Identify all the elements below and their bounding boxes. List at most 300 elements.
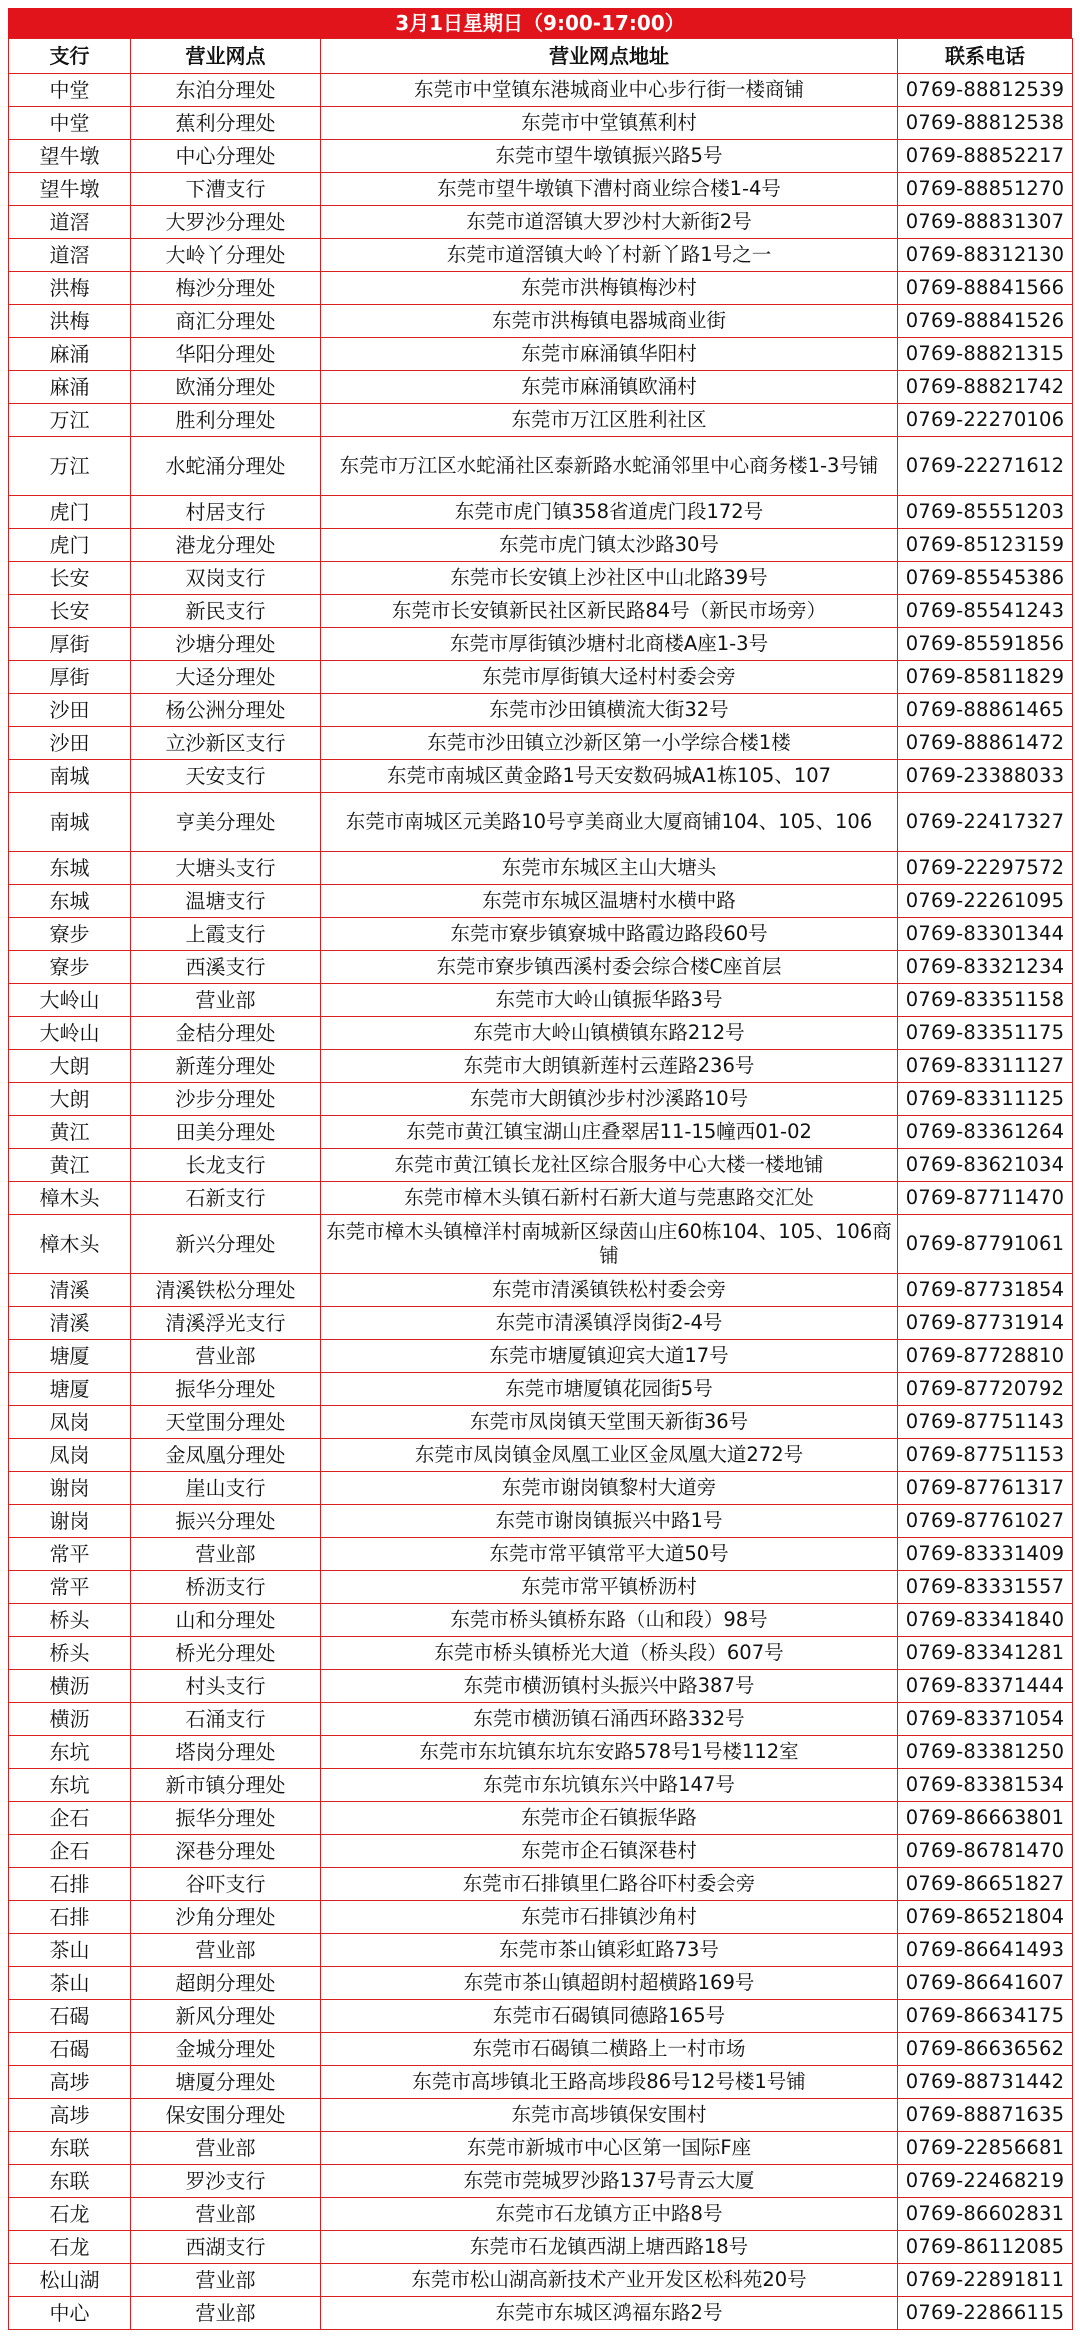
- table-header-row: [9, 39, 1073, 74]
- cell-outlet: 长龙支行: [131, 1149, 321, 1182]
- cell-address: 东莞市大朗镇沙步村沙溪路10号: [321, 1083, 898, 1116]
- cell-branch: 凤岗: [9, 1439, 131, 1472]
- cell-phone: 0769-23388033: [898, 760, 1073, 793]
- table-row: [9, 760, 1073, 793]
- cell-address: 东莞市大岭山镇横镇东路212号: [321, 1017, 898, 1050]
- cell-phone: 0769-83371054: [898, 1703, 1073, 1736]
- cell-phone: 0769-88851270: [898, 173, 1073, 206]
- cell-phone: 0769-22891811: [898, 2264, 1073, 2297]
- cell-phone: 0769-86602831: [898, 2198, 1073, 2231]
- cell-address: 东莞市企石镇深巷村: [321, 1835, 898, 1868]
- cell-branch: 石龙: [9, 2198, 131, 2231]
- cell-address: 东莞市沙田镇立沙新区第一小学综合楼1楼: [321, 727, 898, 760]
- cell-outlet: 大岭丫分理处: [131, 239, 321, 272]
- cell-branch: 横沥: [9, 1703, 131, 1736]
- table-row: [9, 404, 1073, 437]
- cell-branch: 沙田: [9, 694, 131, 727]
- table-row: [9, 2297, 1073, 2330]
- table-row: [9, 918, 1073, 951]
- cell-outlet: 大迳分理处: [131, 661, 321, 694]
- table-row: [9, 206, 1073, 239]
- cell-phone: 0769-83311125: [898, 1083, 1073, 1116]
- table-row: [9, 529, 1073, 562]
- cell-outlet: 温塘支行: [131, 885, 321, 918]
- cell-outlet: 立沙新区支行: [131, 727, 321, 760]
- cell-branch: 长安: [9, 595, 131, 628]
- cell-phone: 0769-87761317: [898, 1472, 1073, 1505]
- table-row: [9, 1017, 1073, 1050]
- cell-address: 东莞市道滘镇大岭丫村新丫路1号之一: [321, 239, 898, 272]
- table-row: [9, 2165, 1073, 2198]
- table-row: [9, 951, 1073, 984]
- cell-branch: 长安: [9, 562, 131, 595]
- cell-address: 东莞市谢岗镇振兴中路1号: [321, 1505, 898, 1538]
- table-row: [9, 885, 1073, 918]
- cell-branch: 东联: [9, 2165, 131, 2198]
- table-row: [9, 496, 1073, 529]
- cell-branch: 高埗: [9, 2066, 131, 2099]
- cell-outlet: 中心分理处: [131, 140, 321, 173]
- cell-phone: 0769-88731442: [898, 2066, 1073, 2099]
- table-row: [9, 1505, 1073, 1538]
- header-outlet: 营业网点: [131, 39, 321, 74]
- cell-branch: 东坑: [9, 1769, 131, 1802]
- cell-outlet: 振华分理处: [131, 1802, 321, 1835]
- cell-address: 东莞市凤岗镇天堂围天新街36号: [321, 1406, 898, 1439]
- cell-address: 东莞市大朗镇新莲村云莲路236号: [321, 1050, 898, 1083]
- cell-outlet: 下漕支行: [131, 173, 321, 206]
- cell-branch: 樟木头: [9, 1182, 131, 1215]
- table-row: [9, 984, 1073, 1017]
- cell-address: 东莞市中堂镇蕉利村: [321, 107, 898, 140]
- cell-outlet: 商汇分理处: [131, 305, 321, 338]
- header-address: 营业网点地址: [321, 39, 898, 74]
- cell-outlet: 超朗分理处: [131, 1967, 321, 2000]
- table-row: [9, 239, 1073, 272]
- cell-branch: 常平: [9, 1571, 131, 1604]
- table-row: [9, 2066, 1073, 2099]
- cell-phone: 0769-86641493: [898, 1934, 1073, 1967]
- cell-branch: 茶山: [9, 1967, 131, 2000]
- cell-outlet: 欧涌分理处: [131, 371, 321, 404]
- table-row: [9, 1802, 1073, 1835]
- cell-phone: 0769-88852217: [898, 140, 1073, 173]
- cell-branch: 厚街: [9, 628, 131, 661]
- page-title: 3月1日星期日（9:00-17:00）: [8, 8, 1072, 38]
- table-row: [9, 437, 1073, 496]
- cell-branch: 横沥: [9, 1670, 131, 1703]
- cell-outlet: 罗沙支行: [131, 2165, 321, 2198]
- cell-outlet: 清溪浮光支行: [131, 1307, 321, 1340]
- cell-phone: 0769-87720792: [898, 1373, 1073, 1406]
- cell-branch: 中心: [9, 2297, 131, 2330]
- cell-branch: 清溪: [9, 1307, 131, 1340]
- cell-outlet: 华阳分理处: [131, 338, 321, 371]
- cell-address: 东莞市石排镇沙角村: [321, 1901, 898, 1934]
- cell-address: 东莞市东坑镇东坑东安路578号1号楼112室: [321, 1736, 898, 1769]
- cell-branch: 中堂: [9, 107, 131, 140]
- table-row: [9, 1182, 1073, 1215]
- cell-phone: 0769-22271612: [898, 437, 1073, 496]
- cell-address: 东莞市企石镇振华路: [321, 1802, 898, 1835]
- cell-phone: 0769-83351158: [898, 984, 1073, 1017]
- cell-branch: 洪梅: [9, 272, 131, 305]
- cell-branch: 石排: [9, 1901, 131, 1934]
- cell-outlet: 田美分理处: [131, 1116, 321, 1149]
- cell-phone: 0769-88841526: [898, 305, 1073, 338]
- cell-address: 东莞市麻涌镇欧涌村: [321, 371, 898, 404]
- cell-address: 东莞市虎门镇358省道虎门段172号: [321, 496, 898, 529]
- cell-address: 东莞市高埗镇保安围村: [321, 2099, 898, 2132]
- cell-phone: 0769-88312130: [898, 239, 1073, 272]
- table-row: [9, 1571, 1073, 1604]
- cell-branch: 谢岗: [9, 1505, 131, 1538]
- cell-outlet: 亨美分理处: [131, 793, 321, 852]
- cell-branch: 万江: [9, 437, 131, 496]
- cell-branch: 大朗: [9, 1050, 131, 1083]
- schedule-sheet: [8, 8, 1072, 2330]
- cell-branch: 中堂: [9, 74, 131, 107]
- table-row: [9, 1439, 1073, 1472]
- cell-address: 东莞市东城区主山大塘头: [321, 852, 898, 885]
- table-row: [9, 1901, 1073, 1934]
- table-row: [9, 107, 1073, 140]
- cell-outlet: 营业部: [131, 1340, 321, 1373]
- cell-outlet: 金城分理处: [131, 2033, 321, 2066]
- cell-address: 东莞市茶山镇超朗村超横路169号: [321, 1967, 898, 2000]
- cell-outlet: 营业部: [131, 2198, 321, 2231]
- cell-branch: 南城: [9, 760, 131, 793]
- cell-phone: 0769-83341281: [898, 1637, 1073, 1670]
- cell-outlet: 深巷分理处: [131, 1835, 321, 1868]
- cell-phone: 0769-83361264: [898, 1116, 1073, 1149]
- cell-phone: 0769-83331409: [898, 1538, 1073, 1571]
- cell-phone: 0769-83321234: [898, 951, 1073, 984]
- cell-branch: 黄江: [9, 1116, 131, 1149]
- cell-phone: 0769-86781470: [898, 1835, 1073, 1868]
- cell-outlet: 天安支行: [131, 760, 321, 793]
- cell-address: 东莞市谢岗镇黎村大道旁: [321, 1472, 898, 1505]
- table-row: [9, 694, 1073, 727]
- cell-outlet: 振兴分理处: [131, 1505, 321, 1538]
- table-row: [9, 1934, 1073, 1967]
- cell-address: 东莞市寮步镇寮城中路霞边路段60号: [321, 918, 898, 951]
- cell-outlet: 沙角分理处: [131, 1901, 321, 1934]
- cell-outlet: 营业部: [131, 2297, 321, 2330]
- cell-address: 东莞市莞城罗沙路137号青云大厦: [321, 2165, 898, 2198]
- cell-branch: 高埗: [9, 2099, 131, 2132]
- cell-address: 东莞市东城区温塘村水横中路: [321, 885, 898, 918]
- outlet-table: [8, 38, 1073, 2330]
- table-row: [9, 1149, 1073, 1182]
- cell-address: 东莞市高埗镇北王路高埗段86号12号楼1号铺: [321, 2066, 898, 2099]
- cell-address: 东莞市万江区胜利社区: [321, 404, 898, 437]
- cell-address: 东莞市茶山镇彩虹路73号: [321, 1934, 898, 1967]
- table-row: [9, 1307, 1073, 1340]
- cell-address: 东莞市万江区水蛇涌社区泰新路水蛇涌邻里中心商务楼1-3号铺: [321, 437, 898, 496]
- cell-phone: 0769-83341840: [898, 1604, 1073, 1637]
- cell-outlet: 沙塘分理处: [131, 628, 321, 661]
- cell-branch: 大岭山: [9, 984, 131, 1017]
- cell-phone: 0769-83351175: [898, 1017, 1073, 1050]
- cell-address: 东莞市南城区黄金路1号天安数码城A1栋105、107: [321, 760, 898, 793]
- table-row: [9, 1868, 1073, 1901]
- cell-branch: 厚街: [9, 661, 131, 694]
- cell-address: 东莞市清溪镇铁松村委会旁: [321, 1274, 898, 1307]
- cell-outlet: 石新支行: [131, 1182, 321, 1215]
- cell-outlet: 营业部: [131, 1538, 321, 1571]
- cell-branch: 东城: [9, 885, 131, 918]
- cell-phone: 0769-83381250: [898, 1736, 1073, 1769]
- cell-address: 东莞市石龙镇西湖上塘西路18号: [321, 2231, 898, 2264]
- table-row: [9, 1835, 1073, 1868]
- table-row: [9, 1967, 1073, 2000]
- cell-outlet: 杨公洲分理处: [131, 694, 321, 727]
- cell-branch: 桥头: [9, 1637, 131, 1670]
- cell-address: 东莞市新城市中心区第一国际F座: [321, 2132, 898, 2165]
- table-row: [9, 1116, 1073, 1149]
- cell-branch: 万江: [9, 404, 131, 437]
- cell-outlet: 新民支行: [131, 595, 321, 628]
- table-row: [9, 1050, 1073, 1083]
- cell-outlet: 西溪支行: [131, 951, 321, 984]
- cell-branch: 谢岗: [9, 1472, 131, 1505]
- cell-outlet: 村居支行: [131, 496, 321, 529]
- table-row: [9, 1274, 1073, 1307]
- cell-address: 东莞市樟木头镇樟洋村南城新区绿茵山庄60栋104、105、106商铺: [321, 1215, 898, 1274]
- cell-address: 东莞市虎门镇太沙路30号: [321, 529, 898, 562]
- cell-branch: 望牛墩: [9, 173, 131, 206]
- table-row: [9, 2033, 1073, 2066]
- cell-phone: 0769-86521804: [898, 1901, 1073, 1934]
- cell-address: 东莞市黄江镇宝湖山庄叠翠居11-15幢西01-02: [321, 1116, 898, 1149]
- cell-outlet: 谷吓支行: [131, 1868, 321, 1901]
- cell-outlet: 沙步分理处: [131, 1083, 321, 1116]
- table-row: [9, 628, 1073, 661]
- cell-address: 东莞市塘厦镇迎宾大道17号: [321, 1340, 898, 1373]
- cell-branch: 石碣: [9, 2033, 131, 2066]
- table-row: [9, 1340, 1073, 1373]
- cell-phone: 0769-87731854: [898, 1274, 1073, 1307]
- cell-phone: 0769-22270106: [898, 404, 1073, 437]
- table-row: [9, 852, 1073, 885]
- table-row: [9, 74, 1073, 107]
- cell-outlet: 营业部: [131, 2264, 321, 2297]
- cell-address: 东莞市厚街镇沙塘村北商楼A座1-3号: [321, 628, 898, 661]
- table-row: [9, 595, 1073, 628]
- cell-phone: 0769-22468219: [898, 2165, 1073, 2198]
- table-row: [9, 1083, 1073, 1116]
- table-row: [9, 2099, 1073, 2132]
- table-row: [9, 727, 1073, 760]
- cell-branch: 石碣: [9, 2000, 131, 2033]
- table-row: [9, 562, 1073, 595]
- cell-address: 东莞市望牛墩镇下漕村商业综合楼1-4号: [321, 173, 898, 206]
- cell-outlet: 营业部: [131, 984, 321, 1017]
- table-row: [9, 272, 1073, 305]
- cell-outlet: 港龙分理处: [131, 529, 321, 562]
- table-row: [9, 1215, 1073, 1274]
- cell-phone: 0769-88871635: [898, 2099, 1073, 2132]
- cell-phone: 0769-88812538: [898, 107, 1073, 140]
- cell-outlet: 新市镇分理处: [131, 1769, 321, 1802]
- cell-outlet: 塔岗分理处: [131, 1736, 321, 1769]
- cell-outlet: 新莲分理处: [131, 1050, 321, 1083]
- cell-branch: 松山湖: [9, 2264, 131, 2297]
- cell-outlet: 水蛇涌分理处: [131, 437, 321, 496]
- cell-outlet: 桥沥支行: [131, 1571, 321, 1604]
- cell-phone: 0769-85591856: [898, 628, 1073, 661]
- cell-outlet: 梅沙分理处: [131, 272, 321, 305]
- cell-phone: 0769-83331557: [898, 1571, 1073, 1604]
- cell-outlet: 蕉利分理处: [131, 107, 321, 140]
- cell-outlet: 保安围分理处: [131, 2099, 321, 2132]
- cell-phone: 0769-88812539: [898, 74, 1073, 107]
- cell-phone: 0769-88821315: [898, 338, 1073, 371]
- cell-phone: 0769-86641607: [898, 1967, 1073, 2000]
- table-row: [9, 338, 1073, 371]
- table-row: [9, 661, 1073, 694]
- cell-address: 东莞市清溪镇浮岗街2-4号: [321, 1307, 898, 1340]
- cell-branch: 沙田: [9, 727, 131, 760]
- cell-branch: 塘厦: [9, 1373, 131, 1406]
- table-row: [9, 1373, 1073, 1406]
- cell-address: 东莞市桥头镇桥光大道（桥头段）607号: [321, 1637, 898, 1670]
- cell-address: 东莞市厚街镇大迳村村委会旁: [321, 661, 898, 694]
- cell-phone: 0769-83301344: [898, 918, 1073, 951]
- cell-branch: 企石: [9, 1835, 131, 1868]
- table-row: [9, 1538, 1073, 1571]
- cell-outlet: 清溪铁松分理处: [131, 1274, 321, 1307]
- cell-address: 东莞市松山湖高新技术产业开发区松科苑20号: [321, 2264, 898, 2297]
- cell-outlet: 村头支行: [131, 1670, 321, 1703]
- cell-address: 东莞市横沥镇村头振兴中路387号: [321, 1670, 898, 1703]
- cell-phone: 0769-22417327: [898, 793, 1073, 852]
- cell-branch: 洪梅: [9, 305, 131, 338]
- cell-address: 东莞市洪梅镇梅沙村: [321, 272, 898, 305]
- cell-outlet: 上霞支行: [131, 918, 321, 951]
- table-row: [9, 173, 1073, 206]
- table-row: [9, 1472, 1073, 1505]
- cell-branch: 常平: [9, 1538, 131, 1571]
- cell-address: 东莞市横沥镇石涌西环路332号: [321, 1703, 898, 1736]
- cell-phone: 0769-87731914: [898, 1307, 1073, 1340]
- cell-phone: 0769-22866115: [898, 2297, 1073, 2330]
- cell-branch: 大朗: [9, 1083, 131, 1116]
- header-phone: 联系电话: [898, 39, 1073, 74]
- cell-outlet: 新风分理处: [131, 2000, 321, 2033]
- cell-phone: 0769-22297572: [898, 852, 1073, 885]
- cell-branch: 虎门: [9, 529, 131, 562]
- table-row: [9, 793, 1073, 852]
- table-row: [9, 1604, 1073, 1637]
- table-row: [9, 371, 1073, 404]
- cell-outlet: 崖山支行: [131, 1472, 321, 1505]
- cell-branch: 大岭山: [9, 1017, 131, 1050]
- cell-address: 东莞市沙田镇横流大街32号: [321, 694, 898, 727]
- table-row: [9, 1703, 1073, 1736]
- table-row: [9, 2231, 1073, 2264]
- cell-phone: 0769-88861465: [898, 694, 1073, 727]
- cell-phone: 0769-83311127: [898, 1050, 1073, 1083]
- cell-branch: 东联: [9, 2132, 131, 2165]
- cell-address: 东莞市道滘镇大罗沙村大新街2号: [321, 206, 898, 239]
- table-row: [9, 305, 1073, 338]
- cell-phone: 0769-83621034: [898, 1149, 1073, 1182]
- cell-phone: 0769-87751153: [898, 1439, 1073, 1472]
- cell-phone: 0769-87761027: [898, 1505, 1073, 1538]
- cell-branch: 凤岗: [9, 1406, 131, 1439]
- cell-outlet: 振华分理处: [131, 1373, 321, 1406]
- cell-address: 东莞市常平镇桥沥村: [321, 1571, 898, 1604]
- cell-phone: 0769-88831307: [898, 206, 1073, 239]
- table-row: [9, 1736, 1073, 1769]
- cell-phone: 0769-83371444: [898, 1670, 1073, 1703]
- cell-phone: 0769-86112085: [898, 2231, 1073, 2264]
- cell-phone: 0769-87791061: [898, 1215, 1073, 1274]
- cell-address: 东莞市樟木头镇石新村石新大道与莞惠路交汇处: [321, 1182, 898, 1215]
- cell-address: 东莞市黄江镇长龙社区综合服务中心大楼一楼地铺: [321, 1149, 898, 1182]
- cell-address: 东莞市寮步镇西溪村委会综合楼C座首层: [321, 951, 898, 984]
- cell-branch: 茶山: [9, 1934, 131, 1967]
- table-row: [9, 1670, 1073, 1703]
- cell-phone: 0769-85545386: [898, 562, 1073, 595]
- cell-outlet: 石涌支行: [131, 1703, 321, 1736]
- cell-address: 东莞市东城区鸿福东路2号: [321, 2297, 898, 2330]
- cell-phone: 0769-86634175: [898, 2000, 1073, 2033]
- cell-address: 东莞市麻涌镇华阳村: [321, 338, 898, 371]
- cell-address: 东莞市石碣镇二横路上一村市场: [321, 2033, 898, 2066]
- cell-outlet: 金桔分理处: [131, 1017, 321, 1050]
- cell-outlet: 山和分理处: [131, 1604, 321, 1637]
- cell-phone: 0769-88861472: [898, 727, 1073, 760]
- cell-outlet: 西湖支行: [131, 2231, 321, 2264]
- cell-branch: 道滘: [9, 206, 131, 239]
- cell-branch: 东城: [9, 852, 131, 885]
- cell-phone: 0769-87728810: [898, 1340, 1073, 1373]
- cell-address: 东莞市长安镇新民社区新民路84号（新民市场旁）: [321, 595, 898, 628]
- cell-address: 东莞市望牛墩镇振兴路5号: [321, 140, 898, 173]
- cell-branch: 望牛墩: [9, 140, 131, 173]
- cell-outlet: 大罗沙分理处: [131, 206, 321, 239]
- cell-address: 东莞市南城区元美路10号亨美商业大厦商铺104、105、106: [321, 793, 898, 852]
- cell-phone: 0769-88841566: [898, 272, 1073, 305]
- cell-branch: 东坑: [9, 1736, 131, 1769]
- cell-outlet: 大塘头支行: [131, 852, 321, 885]
- cell-address: 东莞市中堂镇东港城商业中心步行街一楼商铺: [321, 74, 898, 107]
- cell-address: 东莞市大岭山镇振华路3号: [321, 984, 898, 1017]
- cell-branch: 桥头: [9, 1604, 131, 1637]
- cell-phone: 0769-85123159: [898, 529, 1073, 562]
- cell-address: 东莞市桥头镇桥东路（山和段）98号: [321, 1604, 898, 1637]
- cell-phone: 0769-86663801: [898, 1802, 1073, 1835]
- cell-branch: 石排: [9, 1868, 131, 1901]
- cell-phone: 0769-86636562: [898, 2033, 1073, 2066]
- cell-outlet: 双岗支行: [131, 562, 321, 595]
- cell-outlet: 桥光分理处: [131, 1637, 321, 1670]
- cell-branch: 塘厦: [9, 1340, 131, 1373]
- cell-address: 东莞市东坑镇东兴中路147号: [321, 1769, 898, 1802]
- cell-branch: 清溪: [9, 1274, 131, 1307]
- table-row: [9, 2198, 1073, 2231]
- cell-branch: 寮步: [9, 918, 131, 951]
- cell-branch: 南城: [9, 793, 131, 852]
- cell-branch: 寮步: [9, 951, 131, 984]
- cell-phone: 0769-85551203: [898, 496, 1073, 529]
- table-row: [9, 140, 1073, 173]
- cell-address: 东莞市石龙镇方正中路8号: [321, 2198, 898, 2231]
- cell-outlet: 金凤凰分理处: [131, 1439, 321, 1472]
